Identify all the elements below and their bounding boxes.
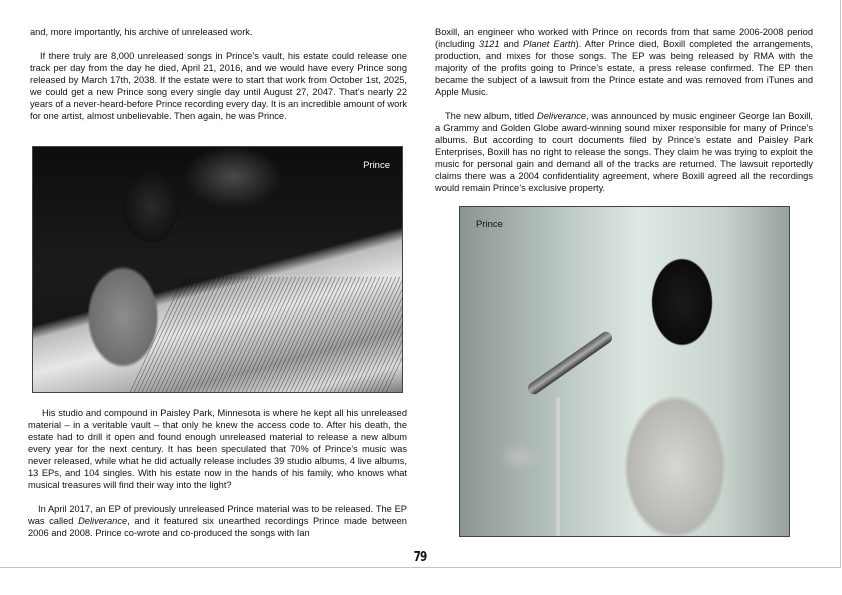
text-run: The new album, titled xyxy=(445,111,537,121)
paragraph-vault-math: If there truly are 8,000 unreleased songs in Prince’s vault, his estate could release one track per day from the day he died, April 21, 2016, and we would have every Prince song released by March 17th, 2038. If the estate were to start that work from October 1st, 2025, we could get a new Prince song every single day until August 27, 2047. That’s nearly 22 years of a never-heard-before Prince recording every day. It is an incredible amount of work for one artist, almost unbelievable. Then again, he was Prince. xyxy=(30,51,407,121)
paragraph-april-2017 xyxy=(28,503,407,539)
microphone-stand-graphic xyxy=(556,397,560,537)
page-border-right xyxy=(840,0,841,568)
page-number: 79 xyxy=(413,550,427,565)
album-title-italic: Deliverance xyxy=(537,111,587,121)
left-column-top-text xyxy=(30,26,407,122)
paragraph-boxill xyxy=(435,26,813,98)
text-run: Boxill, an engineer who worked with Prince on records from that same 2006-2008 period (including xyxy=(435,27,813,49)
text-run: and xyxy=(499,39,524,49)
left-column-bottom-text xyxy=(28,407,407,539)
microphone-graphic xyxy=(526,329,615,396)
right-column-text xyxy=(435,26,813,194)
album-title-italic: Planet Earth xyxy=(523,39,576,49)
text-run: , was announced by music engineer George Ian Boxill, a Grammy and Golden Globe award-winning sound mixer responsible for many of Prince’s albums. But according to court documents filed by Prince’s estate and Paisley Park Enterprises, Boxill has no right to release the songs. They claim he was trying to exploit the music for personal gain and demand all of the tracks are returned. The lawsuit reportedly claims there was a 2004 confidentiality agreement, where Boxill agreed all the recordings would remain Prince’s exclusive property. xyxy=(435,111,813,193)
photo-prince-studio-console xyxy=(32,146,403,393)
paragraph-paisley-park: His studio and compound in Paisley Park, Minnesota is where he kept all his unreleased material – in a veritable vault – that only he knew the access code to. After his death, the estate had to drill it open and found enough unreleased material to release a new album every year for the next century. It has been speculated that 70% of Prince’s music was never released, while what he did actually release includes 39 studio albums, 4 live albums, 13 EPs, and 104 singles. With his estate now in the hands of his family, who knows what musical treasures will find their way into the light? xyxy=(28,408,407,490)
text-run: ). After Prince died, Boxill completed the arrangements, production, and mixes for those songs. The EP was being released by RMA with the majority of the profits going to Prince’s estate, a press release confirmed. The EP then became the subject of a lawsuit from the Prince estate and was removed from iTunes and Apple Music. xyxy=(435,39,813,97)
text-run: , and it featured six unearthed recordings Prince made between 2006 and 2008. Prince co-wrote and co-produced the songs with Ian xyxy=(28,516,407,538)
photo-caption: Prince xyxy=(476,219,503,230)
album-title-italic: Deliverance xyxy=(78,516,128,526)
album-title-italic: 3121 xyxy=(478,39,500,49)
photo-prince-microphone xyxy=(459,206,790,537)
paragraph-archive: and, more importantly, his archive of unreleased work. xyxy=(30,27,253,37)
mixing-console-graphic xyxy=(123,277,403,393)
text-run: In April 2017, an EP of previously unreleased Prince material was to be released. The EP was called xyxy=(28,504,407,526)
paragraph-new-album xyxy=(435,110,813,194)
page-border-bottom xyxy=(0,567,841,568)
photo-caption: Prince xyxy=(363,160,390,171)
